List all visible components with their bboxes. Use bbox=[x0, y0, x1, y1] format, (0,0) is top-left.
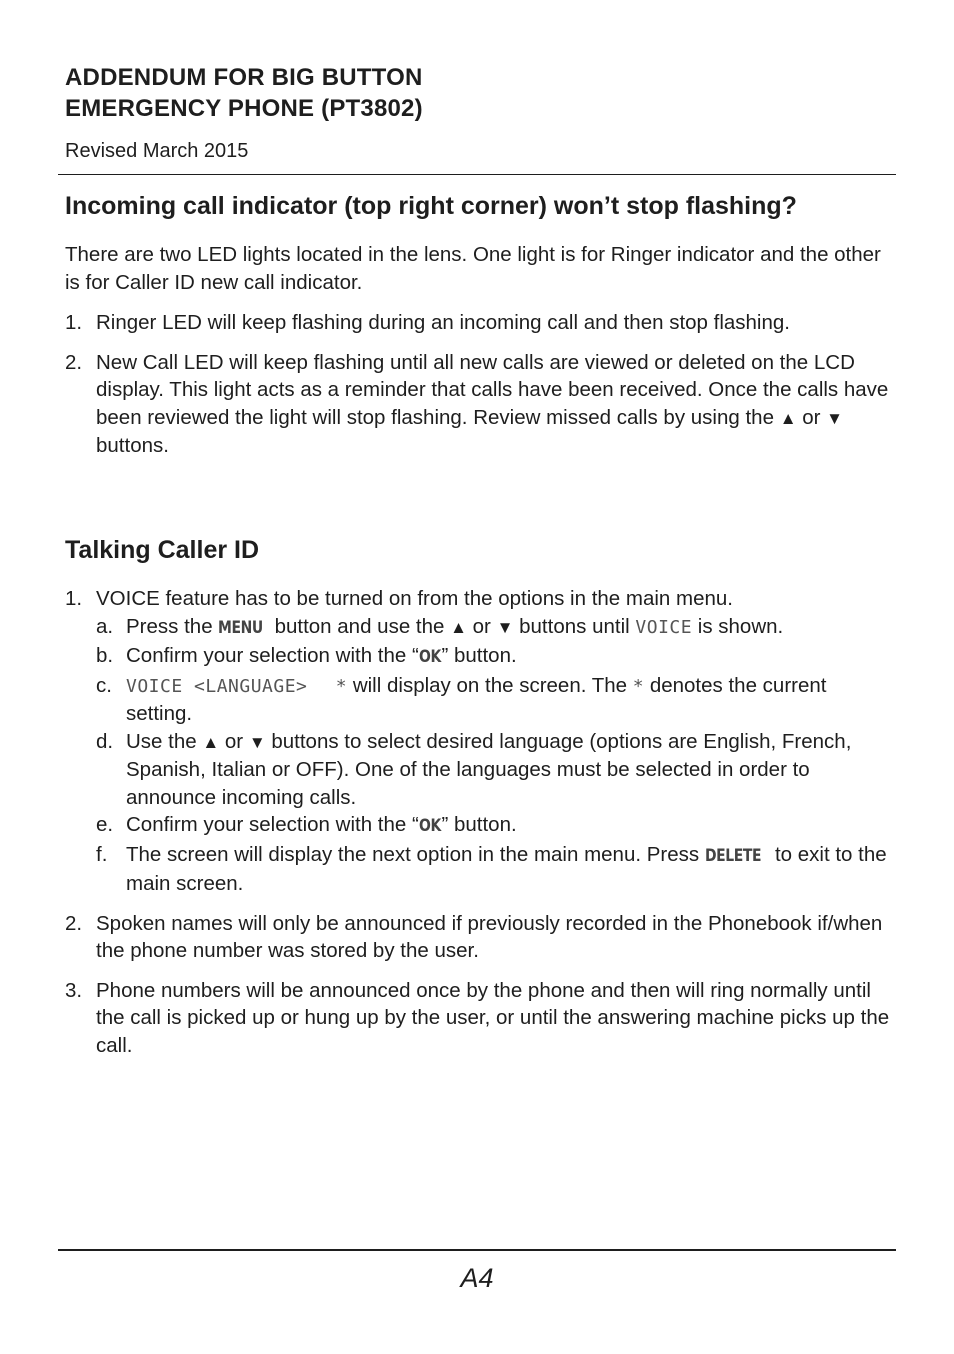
list-text: VOICE feature has to be turned on from the options in the main menu. bbox=[96, 587, 734, 610]
lcd-star-text: * bbox=[632, 675, 645, 697]
ok-key-reference bbox=[412, 813, 448, 836]
close-quote: ” bbox=[441, 644, 449, 667]
sub-item-a bbox=[96, 613, 895, 643]
sub-text: Confirm your selection with the bbox=[126, 813, 407, 836]
revision-date: Revised March 2015 bbox=[65, 140, 249, 162]
or-text: or bbox=[472, 614, 491, 638]
list-text: New Call LED will keep flashing until all new calls are viewed or deleted on the LCD display. This light acts as a reminder that calls have been received. Once the calls have been reviewed the light will stop flashing. Review missed calls by using the bbox=[96, 350, 889, 429]
up-arrow-icon: ▲ bbox=[779, 408, 797, 428]
list-text: Phone numbers will be announced once by the phone and then will ring normally until the call is picked up or hung up by the user, or until the answering machine picks up the call. bbox=[96, 978, 890, 1057]
ok-key-label: OK bbox=[418, 816, 441, 836]
lcd-voice-language-text: VOICE <LANGUAGE> bbox=[126, 675, 331, 697]
list-text: Ringer LED will keep flashing during an incoming call and then stop flashing. bbox=[96, 311, 790, 334]
open-quote: “ bbox=[412, 813, 419, 836]
document-title bbox=[65, 62, 885, 124]
sub-text: The screen will display the next option in the main menu. Press bbox=[126, 842, 700, 866]
sub-text: Press the bbox=[126, 614, 213, 638]
voice-sublist bbox=[96, 613, 895, 898]
sub-text: Confirm your selection with the bbox=[126, 644, 407, 667]
ok-key-label: OK bbox=[418, 647, 441, 667]
talking-caller-id-section bbox=[65, 535, 895, 1059]
or-text: or bbox=[802, 405, 821, 429]
list-number: 3. bbox=[65, 978, 83, 1002]
sub-text: will display on the screen. The bbox=[352, 673, 628, 697]
sub-letter: c. bbox=[96, 673, 112, 697]
sub-letter: a. bbox=[96, 614, 114, 638]
sub-letter: d. bbox=[96, 729, 114, 753]
list-number: 1. bbox=[65, 311, 83, 334]
sub-text: buttons until bbox=[519, 614, 630, 638]
sub-text: button. bbox=[453, 813, 517, 836]
lcd-star-text: * bbox=[335, 675, 348, 697]
list-text-end: buttons. bbox=[96, 434, 169, 457]
sub-text: button. bbox=[453, 644, 517, 667]
list-item bbox=[65, 910, 895, 965]
up-arrow-icon: ▲ bbox=[450, 617, 467, 637]
indicator-intro: There are two LED lights located in the lens. One light is for Ringer indicator and the other is for Caller ID new call indicator. bbox=[65, 243, 881, 294]
open-quote: “ bbox=[412, 644, 419, 667]
title-line-2: EMERGENCY PHONE (PT3802) bbox=[65, 95, 423, 122]
list-item bbox=[65, 349, 895, 460]
list-text: Spoken names will only be announced if previously recorded in the Phonebook if/when the phone number was stored by the user. bbox=[96, 911, 883, 962]
sub-text: buttons to select desired language (options are English, French, Spanish, Italian or OFF). One of the languages must be selected in order to announce incoming calls. bbox=[126, 729, 852, 809]
sub-text: to exit to the main screen. bbox=[126, 842, 887, 895]
lcd-voice-text: VOICE bbox=[635, 616, 693, 638]
sub-text: denotes the current setting. bbox=[126, 673, 827, 725]
sub-letter: e. bbox=[96, 813, 114, 836]
indicator-list bbox=[65, 309, 895, 460]
sub-letter: b. bbox=[96, 644, 114, 667]
up-arrow-icon: ▲ bbox=[202, 732, 220, 752]
list-number: 2. bbox=[65, 350, 83, 374]
sub-letter: f. bbox=[96, 842, 108, 866]
list-number: 2. bbox=[65, 911, 83, 935]
sub-text: Use the bbox=[126, 729, 197, 753]
down-arrow-icon: ▼ bbox=[496, 617, 514, 637]
indicator-heading: Incoming call indicator (top right corner) won’t stop flashing? bbox=[65, 192, 797, 220]
or-text: or bbox=[224, 729, 244, 753]
talking-heading: Talking Caller ID bbox=[65, 536, 260, 564]
sub-item-b bbox=[96, 642, 895, 672]
header-divider bbox=[58, 174, 896, 175]
delete-key-label: DELETE bbox=[704, 845, 761, 866]
talking-list bbox=[65, 585, 895, 1059]
down-arrow-icon: ▼ bbox=[826, 408, 843, 428]
list-item bbox=[65, 585, 895, 898]
sub-item-e bbox=[96, 811, 895, 841]
page-number: A4 bbox=[460, 1263, 494, 1293]
sub-text: is shown. bbox=[697, 614, 784, 638]
sub-item-f bbox=[96, 841, 895, 898]
sub-item-d bbox=[96, 728, 895, 812]
close-quote: ” bbox=[441, 813, 449, 836]
list-number: 1. bbox=[65, 587, 83, 610]
menu-key-label: MENU bbox=[218, 617, 264, 638]
ok-key-reference bbox=[412, 644, 448, 667]
footer-divider bbox=[58, 1249, 896, 1251]
sub-item-c bbox=[96, 672, 895, 728]
list-item bbox=[65, 309, 895, 337]
down-arrow-icon: ▼ bbox=[248, 732, 266, 752]
title-line-1: ADDENDUM FOR BIG BUTTON bbox=[65, 64, 423, 91]
list-item bbox=[65, 977, 895, 1060]
indicator-section bbox=[65, 191, 895, 460]
sub-text: button and use the bbox=[274, 614, 445, 638]
